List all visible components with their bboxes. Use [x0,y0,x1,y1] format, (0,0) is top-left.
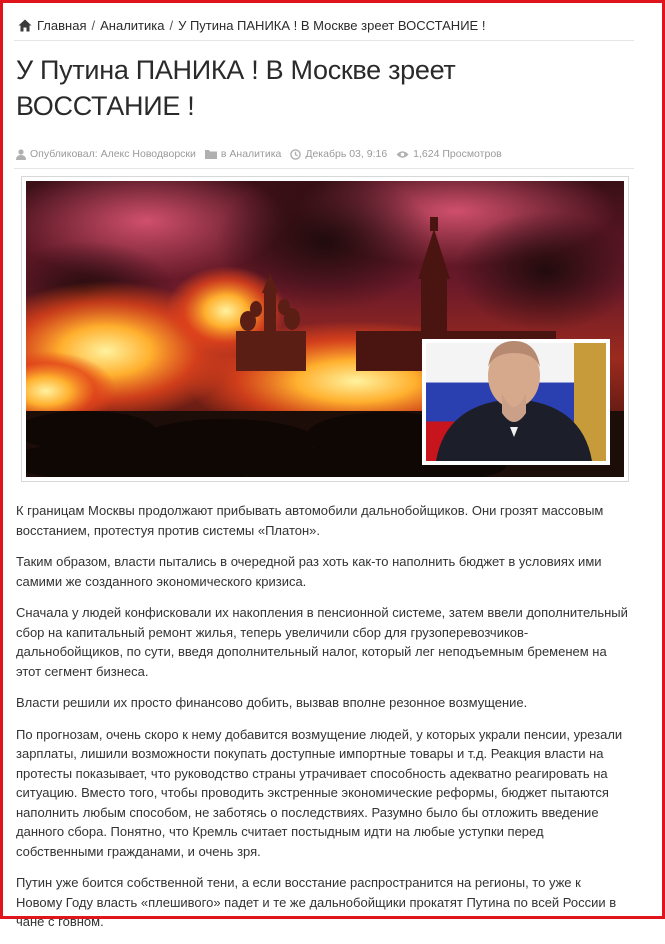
meta-views [396,148,502,160]
article-paragraph: Таким образом, власти пытались в очередной раз хоть как-то наполнить бюджет в условиях ими самими же созданного экономического кризиса. [16,554,602,589]
article-paragraph: К границам Москвы продолжают прибывать автомобили дальнобойщиков. Они грозят массовым восстанием, протестуя против системы «Платон». [16,503,604,538]
meta-views-text: 1,624 Просмотров [413,148,502,160]
clock-icon [290,149,301,160]
article-paragraph: Власти решили их просто финансово добить, вызвав вполне резонное возмущение. [16,695,528,710]
folder-icon [205,149,217,159]
article-paragraph: По прогнозам, очень скоро к нему добавится возмущение людей, у которых украли пенсии, урезали зарплаты, лишили возможности покупать доступные импортные товары и т.д. Реакция власти на протесты показывает, что руководство страны утрачивает способность адекватно реагировать на ситуацию. Вместо того, чтобы проводить экстренные экономические реформы, бюджет пытаются наполнить любым способом, не заботясь о последствиях. Разумно было бы отложить введение данного сбора. Понятно, что Кремль считает постыдным идти на любые уступки перед собственными гражданами, и очень зря. [16,726,623,859]
meta-author-text[interactable]: Опубликовал: Алекс Новодворски [30,148,196,160]
breadcrumb-separator: / [91,17,96,33]
eye-icon [396,150,409,159]
post-meta [16,146,511,162]
featured-image [21,176,629,482]
page-title: У Путина ПАНИКА ! В Москве зреет ВОССТАНИЕ ! [16,55,456,121]
article-body [16,501,628,944]
breadcrumb [18,14,485,36]
meta-date-text: Декабрь 03, 9:16 [305,148,388,160]
breadcrumb-category-link[interactable]: Аналитика [100,17,165,33]
home-icon [18,19,32,32]
article-paragraph: Сначала у людей конфисковали их накопления в пенсионной системе, затем ввели дополнительный сбор на капитальный ремонт жилья, теперь увеличили сбор для грузоперевозчиков-дальнобойщиков, по сути, введя дополнительный налог, который лег неподъемным бременем на этот сегмент бизнеса. [16,605,628,679]
divider [14,168,634,169]
breadcrumb-current: У Путина ПАНИКА ! В Москве зреет ВОССТАНИЕ ! [178,17,486,33]
breadcrumb-separator: / [169,17,174,33]
user-icon [16,149,26,160]
meta-category-link[interactable]: в Аналитика [220,148,282,160]
meta-category [205,148,281,160]
meta-date [290,148,387,160]
putin-inset-photo [422,339,610,465]
article-paragraph: Путин уже боится собственной тени, а если восстание распространится на регионы, то уже к Новому Году власть «плешивого» падет и те же дальнобойщики прокатят Путина по всей России в чане с говном. [16,875,617,929]
divider [14,40,634,41]
burning-moscow-illustration [26,181,624,477]
meta-author [16,148,196,160]
breadcrumb-home-link[interactable]: Главная [37,17,87,33]
